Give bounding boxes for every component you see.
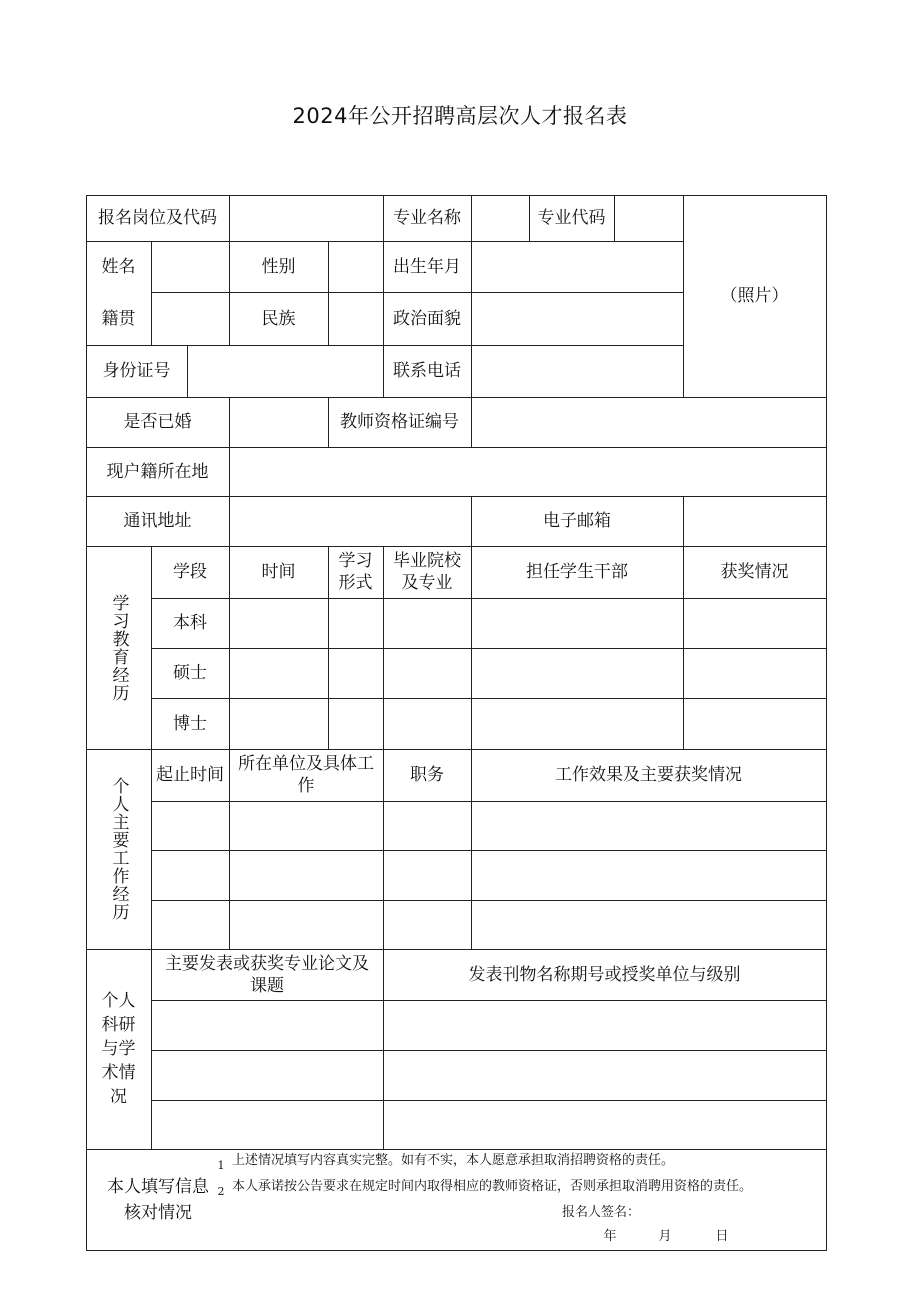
work-header-duty: 职务 bbox=[410, 765, 444, 785]
label-id-number: 身份证号 bbox=[102, 361, 171, 381]
grid-line-h bbox=[151, 801, 827, 802]
grid-line-h bbox=[151, 1100, 827, 1101]
work-section-label bbox=[86, 749, 151, 949]
input-phone[interactable] bbox=[471, 345, 683, 397]
label-household: 现户籍所在地 bbox=[106, 461, 209, 482]
form-title: 2024年公开招聘高层次人才报名表 bbox=[292, 104, 628, 128]
input-major-name[interactable] bbox=[471, 195, 529, 241]
input-native-place[interactable] bbox=[151, 292, 229, 345]
label-ethnicity: 民族 bbox=[261, 308, 296, 329]
date-month: 月 bbox=[658, 1228, 672, 1244]
research-section-text: 个人科研与学术情况 bbox=[101, 991, 136, 1107]
input-id-number[interactable] bbox=[187, 345, 383, 397]
edu-stage-master: 硕士 bbox=[173, 663, 207, 683]
verify-label-text: 本人填写信息核对情况 bbox=[107, 1176, 209, 1223]
grid-line-h bbox=[151, 900, 827, 901]
input-name[interactable] bbox=[151, 241, 229, 292]
label-phone: 联系电话 bbox=[393, 361, 461, 381]
edu-header-time: 时间 bbox=[261, 562, 296, 582]
input-major-code[interactable] bbox=[614, 195, 683, 241]
verify-num-1: 1 bbox=[217, 1159, 225, 1172]
grid-line-h bbox=[151, 1000, 827, 1001]
education-section-label bbox=[86, 546, 151, 749]
grid-line-h bbox=[86, 1250, 827, 1251]
label-major-code: 专业代码 bbox=[537, 208, 606, 228]
input-email[interactable] bbox=[683, 496, 826, 546]
grid-line-h bbox=[151, 850, 827, 851]
date-year: 年 bbox=[603, 1228, 617, 1244]
input-household[interactable] bbox=[229, 447, 826, 496]
research-header-papers: 主要发表或获奖专业论文及课题 bbox=[165, 953, 369, 996]
input-ethnicity[interactable] bbox=[328, 292, 383, 345]
label-native-place: 籍贯 bbox=[101, 308, 136, 329]
grid-line-h bbox=[151, 598, 827, 599]
input-position-code[interactable] bbox=[229, 195, 383, 241]
edu-header-cadre: 担任学生干部 bbox=[526, 562, 628, 582]
label-address: 通讯地址 bbox=[123, 511, 192, 531]
label-birth: 出生年月 bbox=[393, 256, 461, 277]
input-political-status[interactable] bbox=[471, 292, 683, 345]
verify-statement-2: 本人承诺按公告要求在规定时间内取得相应的教师资格证，否则承担取消聘用资格的责任。 bbox=[232, 1178, 753, 1194]
research-header-journal: 发表刊物名称期号或授奖单位与级别 bbox=[468, 964, 741, 985]
work-header-unit: 所在单位及具体工作 bbox=[238, 754, 374, 796]
label-position-code: 报名岗位及代码 bbox=[98, 208, 217, 228]
grid-line-h bbox=[151, 1050, 827, 1051]
research-section-label bbox=[86, 949, 151, 1149]
grid-line-h bbox=[151, 698, 827, 699]
work-section-text: 个人主要工作经历 bbox=[108, 777, 129, 921]
verify-statement-1: 上述情况填写内容真实完整。如有不实，本人愿意承担取消招聘资格的责任。 bbox=[232, 1152, 675, 1168]
label-major-name: 专业名称 bbox=[393, 208, 461, 228]
grid-line-h bbox=[151, 648, 827, 649]
signature-label: 报名人签名： bbox=[562, 1204, 641, 1220]
label-name: 姓名 bbox=[101, 256, 136, 277]
label-email: 电子邮箱 bbox=[543, 511, 611, 531]
edu-stage-doctor: 博士 bbox=[173, 713, 207, 734]
verify-label bbox=[86, 1149, 230, 1250]
edu-header-school: 毕业院校及专业 bbox=[393, 551, 461, 593]
label-gender: 性别 bbox=[261, 256, 296, 277]
input-married[interactable] bbox=[229, 397, 328, 447]
edu-header-form: 学习形式 bbox=[338, 551, 373, 593]
edu-header-stage: 学段 bbox=[173, 562, 207, 582]
work-header-period: 起止时间 bbox=[156, 765, 224, 785]
label-married: 是否已婚 bbox=[123, 412, 192, 432]
education-section-text: 学习教育经历 bbox=[108, 593, 129, 702]
grid-line-v bbox=[826, 195, 827, 1251]
work-header-results: 工作效果及主要获奖情况 bbox=[555, 765, 742, 785]
edu-header-awards: 获奖情况 bbox=[720, 562, 789, 582]
label-political-status: 政治面貌 bbox=[393, 308, 461, 329]
verify-num-2: 2 bbox=[217, 1185, 225, 1198]
edu-stage-bachelor: 本科 bbox=[173, 613, 207, 633]
input-address[interactable] bbox=[229, 496, 471, 546]
input-birth[interactable] bbox=[471, 241, 683, 292]
input-gender[interactable] bbox=[328, 241, 383, 292]
input-teacher-cert[interactable] bbox=[471, 397, 826, 447]
date-day: 日 bbox=[715, 1228, 729, 1244]
photo-placeholder[interactable]: （照片） bbox=[720, 286, 789, 306]
label-teacher-cert: 教师资格证编号 bbox=[340, 412, 459, 432]
